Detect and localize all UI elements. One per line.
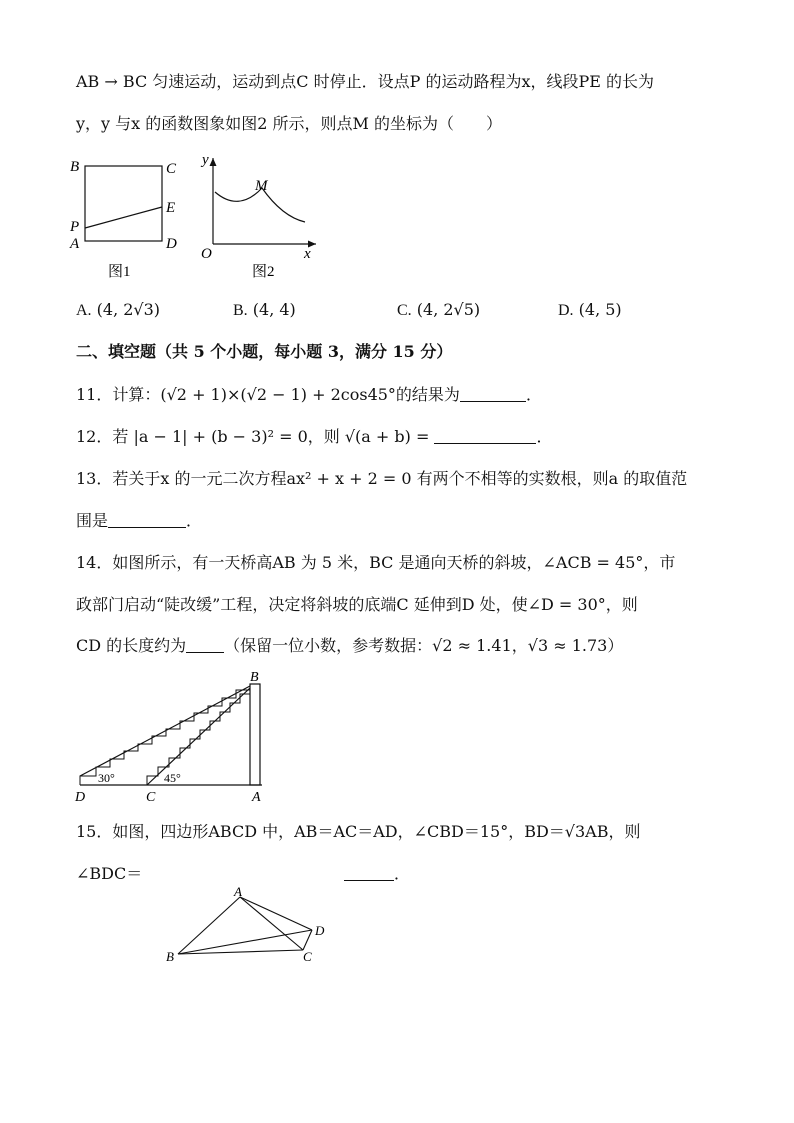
q10-option-b[interactable] xyxy=(233,300,296,320)
option-letter: A. xyxy=(76,302,92,319)
q13-end: ． xyxy=(186,511,203,530)
q13-line2 xyxy=(76,511,202,531)
fig1-label-B: B xyxy=(70,159,80,175)
q14-label-A: A xyxy=(252,790,261,804)
q14-label-D: D xyxy=(75,790,86,804)
section-fill-in-title: 二、填空题（共 5 个小题，每小题 3，满分 15 分） xyxy=(76,342,453,361)
q15-line2 xyxy=(76,864,142,884)
option-value: (4, 2√3) xyxy=(96,300,161,319)
q15-label-B: B xyxy=(166,949,174,964)
fig2-label-x: x xyxy=(304,246,311,262)
q15-figure-quadrilateral xyxy=(160,884,340,966)
q15-label-C: C xyxy=(303,949,312,964)
fig2-label-y: y xyxy=(202,152,209,168)
option-value: (4, 5) xyxy=(578,300,622,319)
q12-text: 12．若 |a − 1| + (b − 3)² = 0，则 √(a + b) = xyxy=(76,427,430,446)
q15-label-D: D xyxy=(315,923,325,938)
q10-line2: y，y 与x 的函数图象如图2 所示，则点M 的坐标为（ ） xyxy=(76,114,503,133)
q10-option-d[interactable] xyxy=(558,300,622,320)
fig2-caption: 图2 xyxy=(252,264,275,280)
option-letter: B. xyxy=(233,302,248,319)
q14-figure-bridge xyxy=(70,668,270,804)
q15-answer xyxy=(344,864,410,884)
q14-label-C: C xyxy=(146,790,156,804)
q10-option-c[interactable] xyxy=(397,300,480,320)
q10-line1: AB → BC 匀速运动，运动到点C 时停止．设点P 的运动路程为x，线段PE 的长为 xyxy=(76,72,655,91)
fig1-label-E: E xyxy=(166,200,176,216)
q14-line2: 政部门启动“陡改缓”工程，决定将斜坡的底端C 延伸到D 处，使∠D = 30°，则 xyxy=(76,595,638,614)
fig2-label-O: O xyxy=(201,246,212,262)
q14-line3 xyxy=(76,636,623,656)
q15-line1: 15．如图，四边形ABCD 中，AB＝AC＝AD，∠CBD＝15°，BD＝√3AB，则 xyxy=(76,822,641,841)
q13-text: 围是 xyxy=(76,511,109,530)
fig1-caption: 图1 xyxy=(108,264,131,280)
q13-line1: 13．若关于x 的一元二次方程ax² + x + 2 = 0 有两个不相等的实数根，则a 的取值范 xyxy=(76,469,688,488)
q14-reference-data: （保留一位小数，参考数据：√2 ≈ 1.41，√3 ≈ 1.73） xyxy=(224,636,624,655)
q14-text: CD 的长度约为 xyxy=(76,636,187,655)
q14-answer-blank[interactable] xyxy=(186,636,224,653)
q10-option-a[interactable] xyxy=(76,300,160,320)
q12-end: ． xyxy=(536,427,553,446)
q15-end: ． xyxy=(394,864,411,883)
option-value: (4, 2√5) xyxy=(416,300,481,319)
q11-text: 11．计算：(√2 + 1)×(√2 − 1) + 2cos45°的结果为 xyxy=(76,385,460,404)
q11-answer-blank[interactable] xyxy=(460,385,526,402)
q13-answer-blank[interactable] xyxy=(108,511,186,528)
fig1-label-A: A xyxy=(70,236,80,252)
fig1-label-P: P xyxy=(70,219,80,235)
q10-figure-1 xyxy=(66,150,196,285)
option-letter: D. xyxy=(558,302,574,319)
option-letter: C. xyxy=(397,302,412,319)
fig1-label-D: D xyxy=(166,236,177,252)
q14-angle-30: 30° xyxy=(98,771,115,785)
option-value: (4, 4) xyxy=(252,300,296,319)
q15-answer-blank[interactable] xyxy=(344,864,394,881)
q12-answer-blank[interactable] xyxy=(434,427,536,444)
fig2-label-M: M xyxy=(255,178,268,194)
question-11 xyxy=(76,385,542,405)
q14-angle-45: 45° xyxy=(164,771,181,785)
fig1-label-C: C xyxy=(166,161,177,177)
question-12 xyxy=(76,427,553,447)
q11-end: ． xyxy=(525,385,542,404)
q14-label-B: B xyxy=(250,670,259,685)
q10-figure-2 xyxy=(196,150,324,285)
q15-text: ∠BDC＝ xyxy=(76,864,143,883)
q15-label-A: A xyxy=(234,884,242,899)
q14-line1: 14．如图所示，有一天桥高AB 为 5 米，BC 是通向天桥的斜坡，∠ACB = 45°，市 xyxy=(76,553,676,572)
